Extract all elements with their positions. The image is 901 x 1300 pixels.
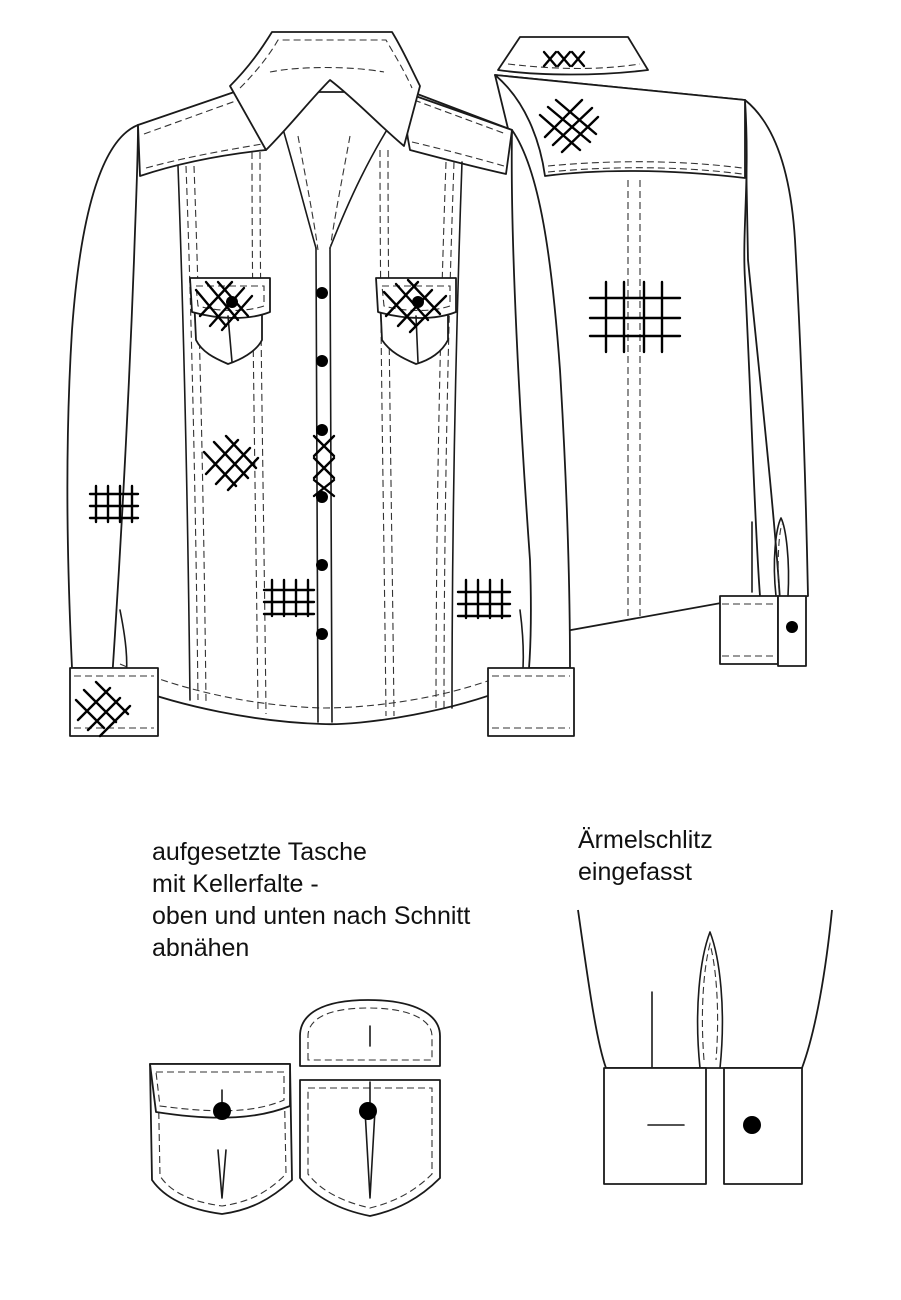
placket-button-2 — [316, 355, 328, 367]
sleeve-detail-cuff-left — [604, 1068, 706, 1184]
pocket-detail-button-right — [359, 1102, 377, 1120]
sleeve-note-line: Ärmelschlitz — [578, 826, 713, 854]
back-left-cuff — [720, 596, 778, 664]
sleeve-detail-cuff-right — [724, 1068, 802, 1184]
placket-button-6 — [316, 628, 328, 640]
pocket-note-line: oben und unten nach Schnitt — [152, 902, 471, 930]
pocket-note-line: mit Kellerfalte - — [152, 870, 319, 898]
placket-button-3 — [316, 424, 328, 436]
placket-button-1 — [316, 287, 328, 299]
back-collar — [498, 37, 648, 75]
front-right-cuff — [488, 668, 574, 736]
pocket-note-line: aufgesetzte Tasche — [152, 838, 367, 866]
sleeve-placket-note — [578, 824, 713, 888]
pocket-note — [152, 836, 470, 964]
cuff-button — [786, 621, 798, 633]
sleeve-detail-button — [743, 1116, 761, 1134]
front-left-cuff — [70, 668, 158, 736]
sleeve-placket-detail — [578, 910, 832, 1184]
pocket-note-line: abnähen — [152, 934, 250, 962]
placket-button-5 — [316, 559, 328, 571]
shirt-front-view — [67, 32, 574, 736]
pocket-detail-views — [150, 1000, 440, 1216]
sleeve-detail-outline — [578, 910, 832, 1068]
pocket-detail-button-left — [213, 1102, 231, 1120]
sleeve-note-line: eingefasst — [578, 858, 692, 886]
